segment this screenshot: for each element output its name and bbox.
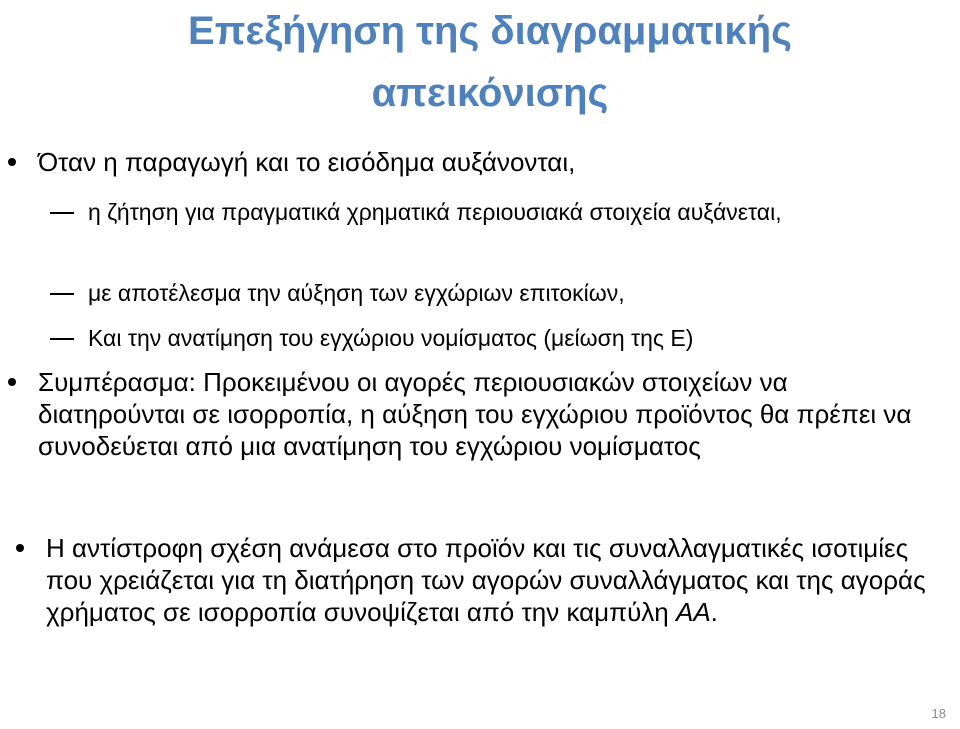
dash-icon — [50, 212, 74, 214]
bullet-income-rise — [38, 146, 938, 178]
sub-bullet-interest-rates — [88, 279, 908, 307]
bullet-text: Η αντίστροφη σχέση ανάμεσα στο προϊόν και τις συναλλαγματικές ισοτιμίες που χρειάζεται για τη διατήρηση των αγορών συναλλάγματος και της αγοράς χρήματος σε ισορροπία συνοψίζεται από την καμπύλη — [46, 533, 926, 627]
bullet-conclusion — [38, 366, 938, 462]
bullet-dot-icon — [8, 158, 16, 166]
page-number: 18 — [931, 706, 946, 721]
dash-icon — [50, 293, 74, 295]
bullet-aa-curve — [46, 532, 936, 628]
bullet-text-end: . — [710, 597, 718, 627]
slide-title-line2: απεικόνισης — [371, 71, 609, 115]
slide-title-line1: Επεξήγηση της διαγραμματικής — [188, 9, 792, 53]
sub-bullet-currency-appreciation — [88, 324, 908, 352]
aa-curve-label: AA — [675, 597, 711, 627]
bullet-text: Όταν η παραγωγή και το εισόδημα αυξάνονται, — [38, 147, 576, 177]
sub-bullet-text: η ζήτηση για πραγματικά χρηματικά περιουσιακά στοιχεία αυξάνεται, — [88, 199, 782, 225]
bullet-dot-icon — [8, 378, 16, 386]
bullet-text: Συμπέρασμα: Προκειμένου οι αγορές περιουσιακών στοιχείων να διατηρούνται σε ισορροπία, η αύξηση του εγχώριου προϊόντος θα πρέπει να συνοδεύεται από μια ανατίμηση του εγχώριου νομίσματος — [38, 367, 912, 461]
bullet-dot-icon — [16, 544, 24, 552]
sub-bullet-text: με αποτέλεσμα την αύξηση των εγχώριων επιτοκίων, — [88, 280, 625, 306]
slide-title — [60, 0, 920, 124]
sub-bullet-money-demand — [88, 198, 908, 226]
dash-icon — [50, 338, 74, 340]
sub-bullet-text: Και την ανατίμηση του εγχώριου νομίσματος (μείωση της E) — [88, 325, 694, 351]
